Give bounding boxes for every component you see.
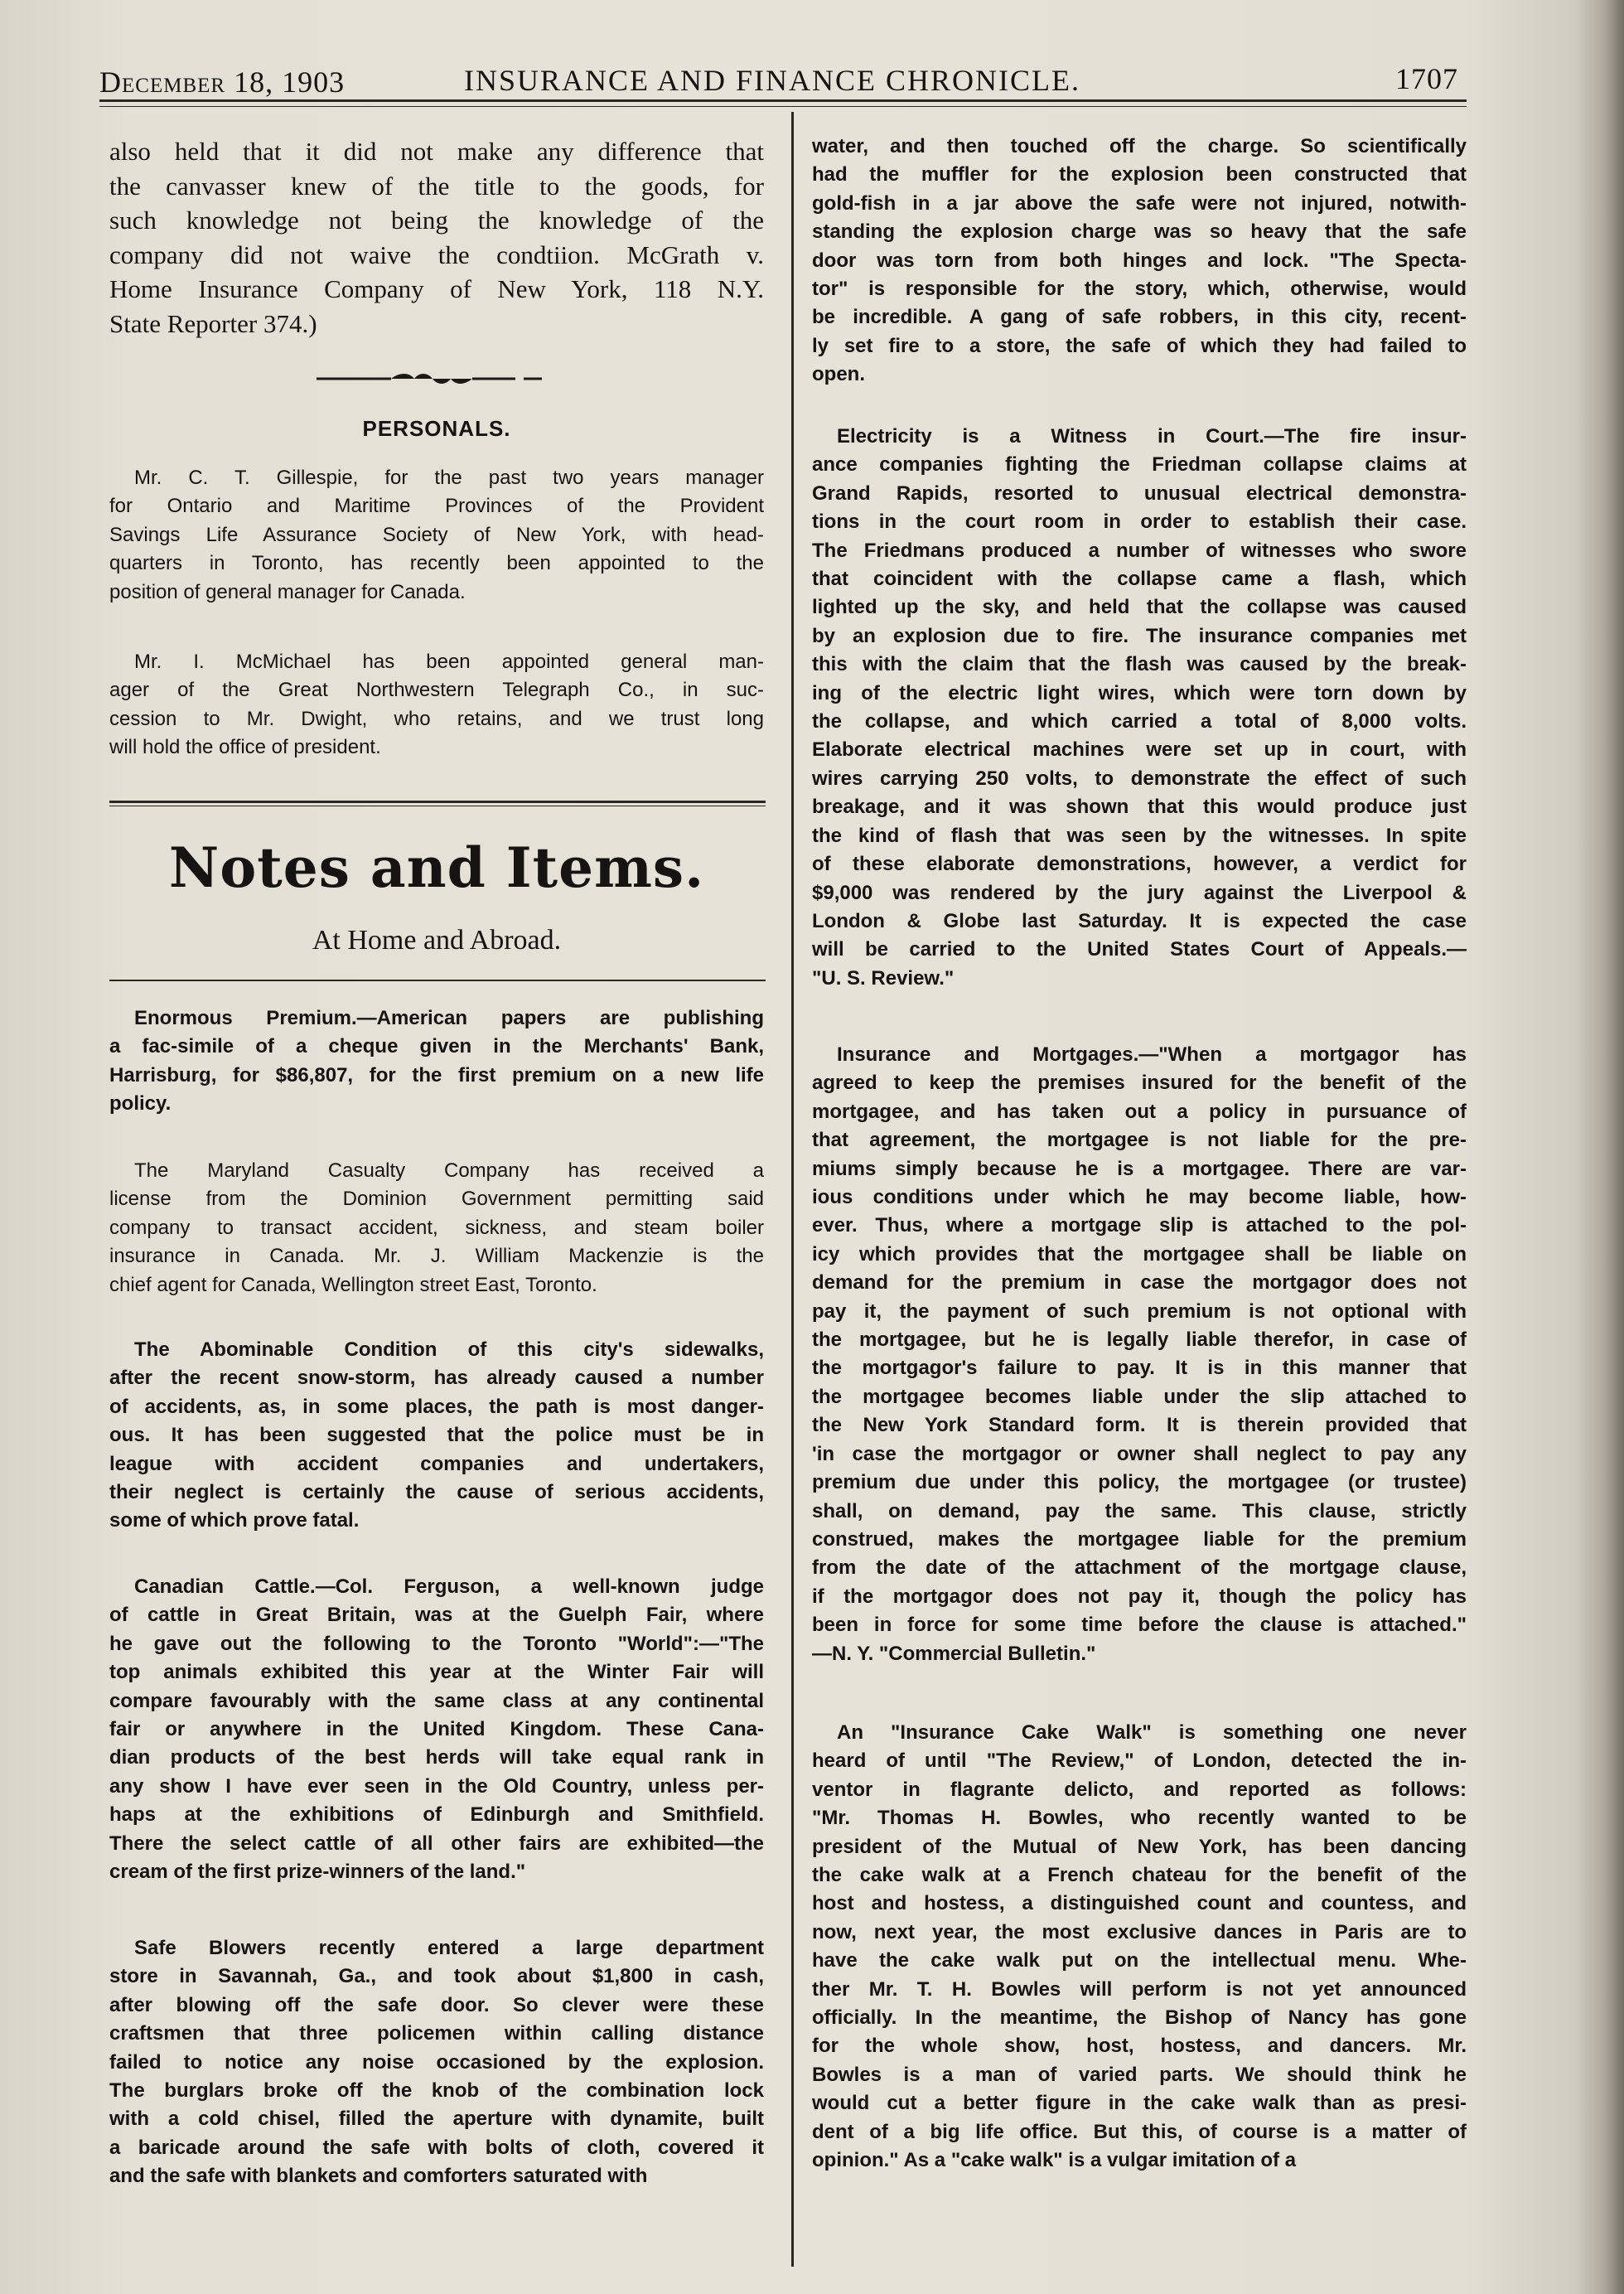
text-line: The Abominable Condition of this city's sidewalks, [134,1338,764,1361]
text-line: tor" is responsible for the story, which, otherwise, would [812,278,1467,301]
header-rule-thin [99,106,1467,107]
text-line: had the muffler for the explosion been constructed that [812,163,1467,186]
text-line: be incredible. A gang of safe robbers, in this city, recent- [812,306,1467,329]
text-line: Safe Blowers recently entered a large department [134,1937,764,1959]
text-line: Bowles is a man of varied parts. We should think he [812,2063,1467,2086]
text-line: premium due under this policy, the mortgagee (or trustee) [812,1471,1467,1494]
header-rule [99,99,1467,102]
text-line: company did not waive the condtiion. McGrath v. [109,240,764,269]
text-line: have the cake walk put on the intellectual menu. Whe- [812,1949,1467,1972]
ornament-divider [317,369,549,389]
text-line: chief agent for Canada, Wellington street East, Toronto. [109,1273,597,1296]
text-line: Grand Rapids, resorted to unusual electrical demonstra- [812,482,1467,505]
text-line: quarters in Toronto, has recently been appointed to the [109,552,764,575]
text-line: An "Insurance Cake Walk" is something one never [837,1721,1467,1744]
text-line: fair or anywhere in the United Kingdom. These Cana- [109,1718,764,1741]
text-line: craftsmen that three policemen within calling distance [109,2022,764,2045]
header-date: December 18, 1903 [99,65,346,99]
text-line: that coincident with the collapse came a flash, which [812,568,1467,591]
text-line: by an explosion due to fire. The insurance companies met [812,624,1467,647]
item-abominable-condition [109,1336,764,1536]
text-line: policy. [109,1092,172,1116]
text-line: Mr. I. McMichael has been appointed general man- [134,651,764,673]
text-line: failed to notice any noise occasioned by the explosion. [109,2050,764,2074]
text-line: lighted up the sky, and held that the collapse was caused [812,596,1467,619]
text-line: store in Savannah, Ga., and took about $1,800 in cash, [109,1965,764,1988]
section-subtitle: At Home and Abroad. [312,925,562,956]
text-line: the mortgagee becomes liable under the slip attached to [812,1385,1467,1408]
text-line: mortgagee, and has taken out a policy in pursuance of [812,1100,1467,1123]
text-line: will be carried to the United States Court of Appeals.— [812,938,1467,961]
text-line: wires carrying 250 volts, to demonstrate the effect of such [812,767,1467,790]
text-line: ing of the electric light wires, which were torn down by [812,681,1467,704]
text-line: The Friedmans produced a number of witnesses who swore [812,539,1467,562]
text-line: "Mr. Thomas H. Bowles, who recently wanted to be [812,1807,1467,1830]
text-line: heard of until "The Review," of London, detected the in- [812,1750,1467,1773]
text-line: compare favourably with the same class at any continental [109,1689,764,1712]
item-canadian-cattle [109,1573,764,1886]
text-line: ventor in flagrante delicto, and reported as follows: [812,1778,1467,1801]
text-line: ever. Thus, where a mortgage slip is attached to the pol- [812,1214,1467,1237]
text-line: from the date of the attachment of the mortgage clause, [812,1556,1467,1580]
text-line: dian products of the best herds will take equal rank in [109,1746,764,1769]
item-safe-blowers-continued [812,133,1467,390]
text-line: ance companies fighting the Friedman collapse claims at [812,453,1467,477]
text-line: license from the Dominion Government permitting said [109,1188,764,1211]
column-divider [791,112,794,2267]
text-line: water, and then touched off the charge. So scientifically [812,135,1467,157]
text-line: standing the explosion charge was so heavy that the safe [812,220,1467,244]
text-line: 'in case the mortgagor or owner shall neglect to pay any [812,1442,1467,1465]
item-electricity-witness [812,423,1467,993]
text-line: ious conditions under which he may become liable, how- [812,1186,1467,1209]
text-line: a baricade around the safe with bolts of cloth, covered it [109,2136,764,2159]
text-line: State Reporter 374.) [109,308,317,338]
text-line: will hold the office of president. [109,736,381,759]
text-line: officially. In the meantime, the Bishop of Nancy has gone [812,2006,1467,2030]
text-line: the canvasser knew of the title to the goods, for [109,171,764,201]
section-rule-top [109,801,766,803]
personals-item-1 [109,464,764,607]
text-line: with a cold chisel, filled the aperture with dynamite, built [109,2108,764,2131]
section-title: Notes and Items. [168,835,705,900]
text-line: construed, makes the mortgagee liable for the premium [812,1527,1467,1551]
section-rule-bottom [109,980,766,981]
text-line: that agreement, the mortgagee is not liable for the pre- [812,1129,1467,1152]
text-line: opinion." As a "cake walk" is a vulgar imitation of a [812,2149,1297,2172]
text-block [109,134,764,341]
text-line: league with accident companies and undertakers, [109,1452,764,1475]
text-line: icy which provides that the mortgagee shall be liable on [812,1242,1467,1266]
text-line: Electricity is a Witness in Court.—The fire insur- [837,425,1467,448]
text-line: been in force for some time before the clause is attached." [812,1614,1467,1637]
text-line: some of which prove fatal. [109,1509,360,1532]
text-line: Elaborate electrical machines were set up in court, with [812,738,1467,762]
text-line: and the safe with blankets and comforters saturated with [109,2165,648,2188]
text-line: a fac-simile of a cheque given in the Merchants' Bank, [109,1035,764,1058]
text-line: company to transact accident, sickness, and steam boiler [109,1216,764,1239]
text-line: door was torn from both hinges and lock. "The Specta- [812,249,1467,272]
text-line: ly set fire to a store, the safe of which they had failed to [812,334,1467,357]
text-line: their neglect is certainly the cause of serious accidents, [109,1481,764,1504]
text-line: "U. S. Review." [812,966,955,990]
header-page-number: 1707 [1395,62,1458,95]
personals-item-2 [109,648,764,762]
text-line: of accidents, as, in some places, the path is most danger- [109,1395,764,1418]
text-line: the New York Standard form. It is therein provided that [812,1414,1467,1437]
text-line: position of general manager for Canada. [109,580,466,603]
text-line: if the mortgagor does not pay it, though the policy has [812,1585,1467,1608]
text-line: cession to Mr. Dwight, who retains, and we trust long [109,707,764,730]
text-line: this with the claim that the flash was caused by the break- [812,653,1467,676]
text-line: $9,000 was rendered by the jury against the Liverpool & [812,881,1467,904]
text-line: ous. It has been suggested that the police must be in [109,1424,764,1447]
text-line: also held that it did not make any difference that [109,137,764,166]
text-line: open. [812,363,865,386]
text-line: for Ontario and Maritime Provinces of the Provident [109,495,764,518]
text-line: gold-fish in a jar above the safe were not injured, notwith- [812,191,1467,215]
text-line: The burglars broke off the knob of the combination lock [109,2079,764,2103]
text-line: top animals exhibited this year at the Winter Fair will [109,1661,764,1684]
text-line: after blowing off the safe door. So clever were these [109,1993,764,2016]
text-line: insurance in Canada. Mr. J. William Mackenzie is the [109,1245,764,1268]
header-title: INSURANCE AND FINANCE CHRONICLE. [464,64,1081,97]
text-line: host and hostess, a distinguished count and countess, and [812,1892,1467,1915]
text-line: would cut a better figure in the cake walk than as presi- [812,2092,1467,2115]
text-line: president of the Mutual of New York, has been dancing [812,1835,1467,1858]
text-line: London & Globe last Saturday. It is expected the case [812,909,1467,932]
text-line: the mortgagor's failure to pay. It is in this manner that [812,1357,1467,1380]
text-line: he gave out the following to the Toronto "World":—"The [109,1632,764,1655]
text-line: Home Insurance Company of New York, 118 N.Y. [109,274,764,303]
text-line: dent of a big life office. But this, of course is a matter of [812,2120,1467,2143]
text-line: haps at the exhibitions of Edinburgh and Smithfield. [109,1803,764,1827]
text-line: the cake walk at a French chateau for the benefit of the [812,1864,1467,1887]
text-line: for the whole show, host, hostess, and dancers. Mr. [812,2035,1467,2058]
text-line: breakage, and it was shown that this would produce just [812,796,1467,819]
text-line: miums simply because he is a mortgagee. There are var- [812,1157,1467,1180]
text-line: tions in the court room in order to establish their case. [812,511,1467,534]
text-line: Harrisburg, for $86,807, for the first premium on a new life [109,1063,764,1087]
left-legal-continuation [109,134,764,341]
page-header [99,60,1458,101]
text-line: agreed to keep the premises insured for the benefit of the [812,1072,1467,1095]
text-line: ager of the Great Northwestern Telegraph Co., in suc- [109,679,764,702]
text-line: Insurance and Mortgages.—"When a mortgagor has [837,1043,1467,1066]
text-line: of cattle in Great Britain, was at the Guelph Fair, where [109,1604,764,1627]
text-line: cream of the first prize-winners of the land." [109,1861,526,1884]
text-line: such knowledge not being the knowledge of the [109,206,764,235]
text-line: of these elaborate demonstrations, however, a verdict for [812,853,1467,876]
text-line: the collapse, and which carried a total of 8,000 volts. [812,710,1467,733]
text-line: the kind of flash that was seen by the witnesses. In spite [812,824,1467,847]
text-line: any show I have ever seen in the Old Country, unless per- [109,1774,764,1798]
item-enormous-premium [109,1004,764,1119]
text-line: demand for the premium in case the mortgagor does not [812,1271,1467,1295]
item-insurance-cake-walk [812,1719,1467,2175]
text-line: now, next year, the most exclusive dances in Paris are to [812,1920,1467,1943]
text-line: —N. Y. "Commercial Bulletin." [812,1642,1096,1665]
text-line: The Maryland Casualty Company has received a [134,1159,764,1182]
text-line: pay it, the payment of such premium is not optional with [812,1299,1467,1323]
text-line: Mr. C. T. Gillespie, for the past two years manager [134,467,764,489]
text-line: There the select cattle of all other fairs are exhibited—the [109,1832,764,1855]
text-line: Enormous Premium.—American papers are publishing [134,1007,764,1029]
text-line: Savings Life Assurance Society of New York, with head- [109,523,764,546]
personals-heading: PERSONALS. [362,416,511,441]
scan-edge-shadow [1574,0,1624,2294]
text-line: Canadian Cattle.—Col. Ferguson, a well-known judge [134,1575,764,1598]
text-line: shall, on demand, pay the same. This clause, strictly [812,1499,1467,1522]
item-safe-blowers [109,1934,764,2191]
text-line: the mortgagee, but he is legally liable therefor, in case of [812,1328,1467,1352]
item-insurance-mortgages [812,1041,1467,1668]
item-maryland-casualty [109,1157,764,1299]
text-line: ther Mr. T. H. Bowles will perform is not yet announced [812,1977,1467,2001]
text-line: after the recent snow-storm, has already caused a number [109,1367,764,1390]
